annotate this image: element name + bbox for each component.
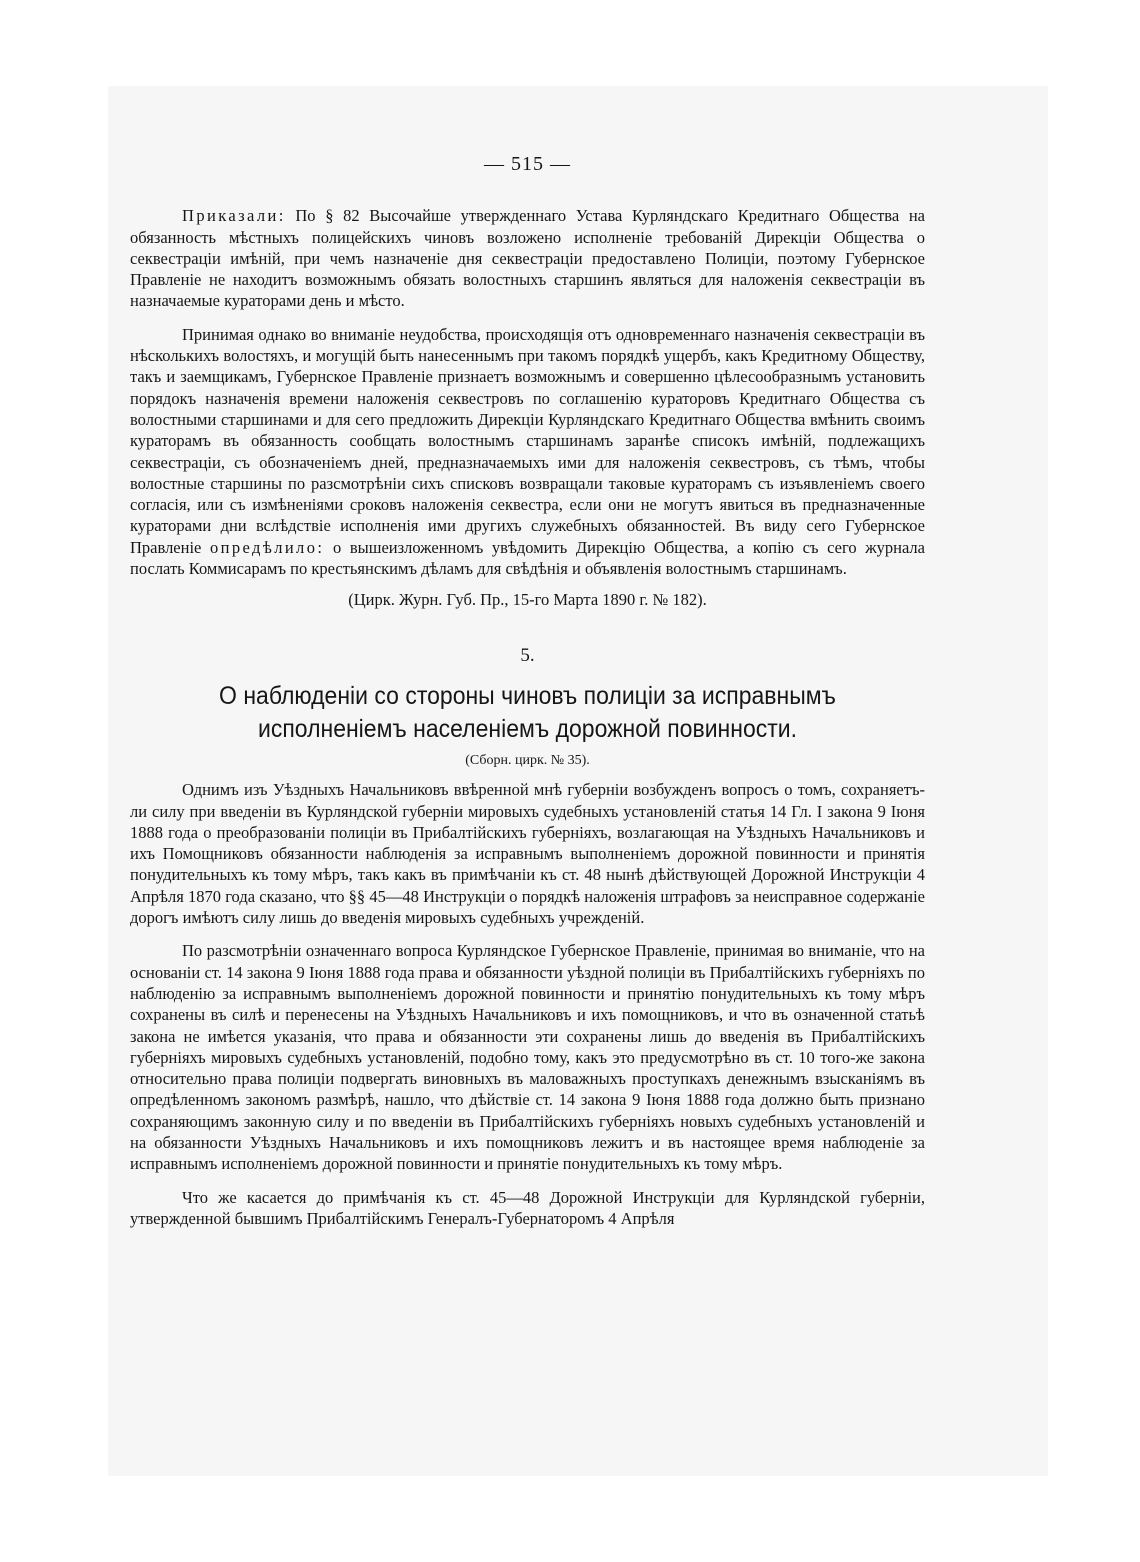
section-title-line-2: исполненіемъ населеніемъ дорожной повинности. bbox=[257, 714, 798, 743]
document-page bbox=[130, 150, 925, 1229]
resolution-text: По § 82 Высочайше утвержденнаго Устава Курляндскаго Кредитнаго Общества на обязанность мѣстныхъ полицейскихъ чиновъ возложено исполненіе требованій Дирекціи Общества о секвестраціи имѣній, при чемъ назначеніе дня секвестраціи предоставлено Полиціи, поэтому Губернское Правленіе не находитъ возможнымъ обязать волостныхъ старшинъ являться для наложенія секвестраціи въ назначаемые кураторами день и мѣсто. bbox=[130, 206, 925, 311]
instruction-note-paragraph: Что же касается до примѣчанія къ ст. 45—48 Дорожной Инструкціи для Курляндской губерніи, утвержденной бывшимъ Прибалтійскимъ Генералъ-Губернаторомъ 4 Апрѣля bbox=[130, 1187, 925, 1228]
resolution-lead: Приказали: bbox=[182, 206, 286, 226]
considerations-text-before: Принимая однако во вниманіе неудобства, происходящія отъ одновременнаго назначенія секвестраціи въ нѣсколькихъ волостяхъ, и могущій быть нанесеннымъ при такомъ порядкѣ ущербъ, какъ Кредитному Обществу, такъ и заемщикамъ, Губернское Правленіе признаетъ возможнымъ и совершенно цѣлесообразнымъ установить порядокъ назначенія времени наложенія секвестровъ по соглашенію кураторовъ Кредитнаго Общества съ волостными старшинами и для сего предложить Дирекціи Курляндскаго Кредитнаго Общества вмѣнить своимъ кураторамъ въ обязанность сообщать волостнымъ старшинамъ заранѣе списокъ имѣній, подлежащихъ секвестраціи, съ обозначеніемъ дней, предназначаемыхъ ими для наложенія секвестровъ, съ тѣмъ, чтобы волостные старшины по разсмотрѣніи сихъ списковъ возвращали таковые кураторамъ съ изъявленіемъ своего согласія, или съ измѣненіями сроковъ наложенія секвестра, если они не могутъ явиться въ предназначенные кураторами дни вслѣдствіе исполненія ими другихъ служебныхъ обязанностей. Въ виду сего Губернское Правленіе bbox=[130, 324, 925, 557]
resolution-paragraph bbox=[130, 205, 925, 311]
considerations-paragraph bbox=[130, 324, 925, 580]
question-paragraph: Однимъ изъ Уѣздныхъ Начальниковъ ввѣренной мнѣ губерніи возбужденъ вопросъ о томъ, сохраняетъ-ли силу при введеніи въ Курляндской губерніи мировыхъ судебныхъ установленій статья 14 Гл. I закона 9 Іюня 1888 года о преобразованіи полиціи въ Прибалтійскихъ губерніяхъ, возлагающая на Уѣздныхъ Начальниковъ и ихъ Помощниковъ обязанности наблюденія за исправнымъ выполненіемъ дорожной повинности и принятія понудительныхъ къ тому мѣръ, такъ какъ въ примѣчаніи къ ст. 48 нынѣ дѣйствующей Дорожной Инструкціи 4 Апрѣля 1870 года сказано, что §§ 45—48 Инструкціи о порядкѣ наложенія штрафовъ за неисправное содержаніе дорогъ имѣютъ силу лишь до введенія мировыхъ судебныхъ учрежденій. bbox=[130, 780, 925, 928]
considerations-text-after: о вышеизложенномъ увѣдомить Дирекцію Общества, а копію съ сего журнала послать Коммисарамъ по крестьянскимъ дѣламъ для свѣдѣнія и объявленія волостнымъ старшинамъ. bbox=[130, 537, 925, 579]
considerations-decision-word: опредѣлило: bbox=[210, 537, 325, 557]
journal-citation: (Цирк. Журн. Губ. Пр., 15-го Марта 1890 г. № 182). bbox=[348, 590, 707, 610]
section-title bbox=[162, 680, 893, 746]
source-note: (Сборн. цирк. № 35). bbox=[465, 752, 590, 768]
section-number: 5. bbox=[520, 644, 535, 666]
section-title-line-1: О наблюденіи со стороны чиновъ полиціи за исправнымъ bbox=[219, 681, 836, 710]
page-number: — 515 — bbox=[484, 153, 571, 175]
review-paragraph: По разсмотрѣніи означеннаго вопроса Курляндское Губернское Правленіе, принимая во вниманіе, что на основаніи ст. 14 закона 9 Іюня 1888 года права и обязанности уѣздной полиціи въ Прибалтійскихъ губерніяхъ по наблюденію за исправнымъ выполненіемъ дорожной повинности и принятію понудительныхъ къ тому мѣръ сохранены въ силѣ и перенесены на Уѣздныхъ Начальниковъ и ихъ помощниковъ, и что въ означенной статьѣ закона не имѣется указанія, что права и обязанности эти сохранены лишь до введенія въ Прибалтійскихъ губерніяхъ мировыхъ судебныхъ установленій, подобно тому, какъ это предусмотрѣно въ ст. 10 того-же закона относительно права полиціи подвергать виновныхъ въ маловажныхъ проступкахъ денежнымъ взысканіямъ въ опредѣленномъ закономъ размѣрѣ, нашло, что дѣйствіе ст. 14 закона 9 Іюня 1888 года должно быть признано сохраняющимъ законную силу и по введеніи въ Прибалтійскихъ губерніяхъ новыхъ судебныхъ установленій и на обязанности Уѣздныхъ Начальниковъ и ихъ помощниковъ лежитъ и въ настоящее время наблюденіе за исправнымъ исполненіемъ дорожной повинности и принятіе понудительныхъ къ тому мѣръ. bbox=[130, 941, 925, 1174]
